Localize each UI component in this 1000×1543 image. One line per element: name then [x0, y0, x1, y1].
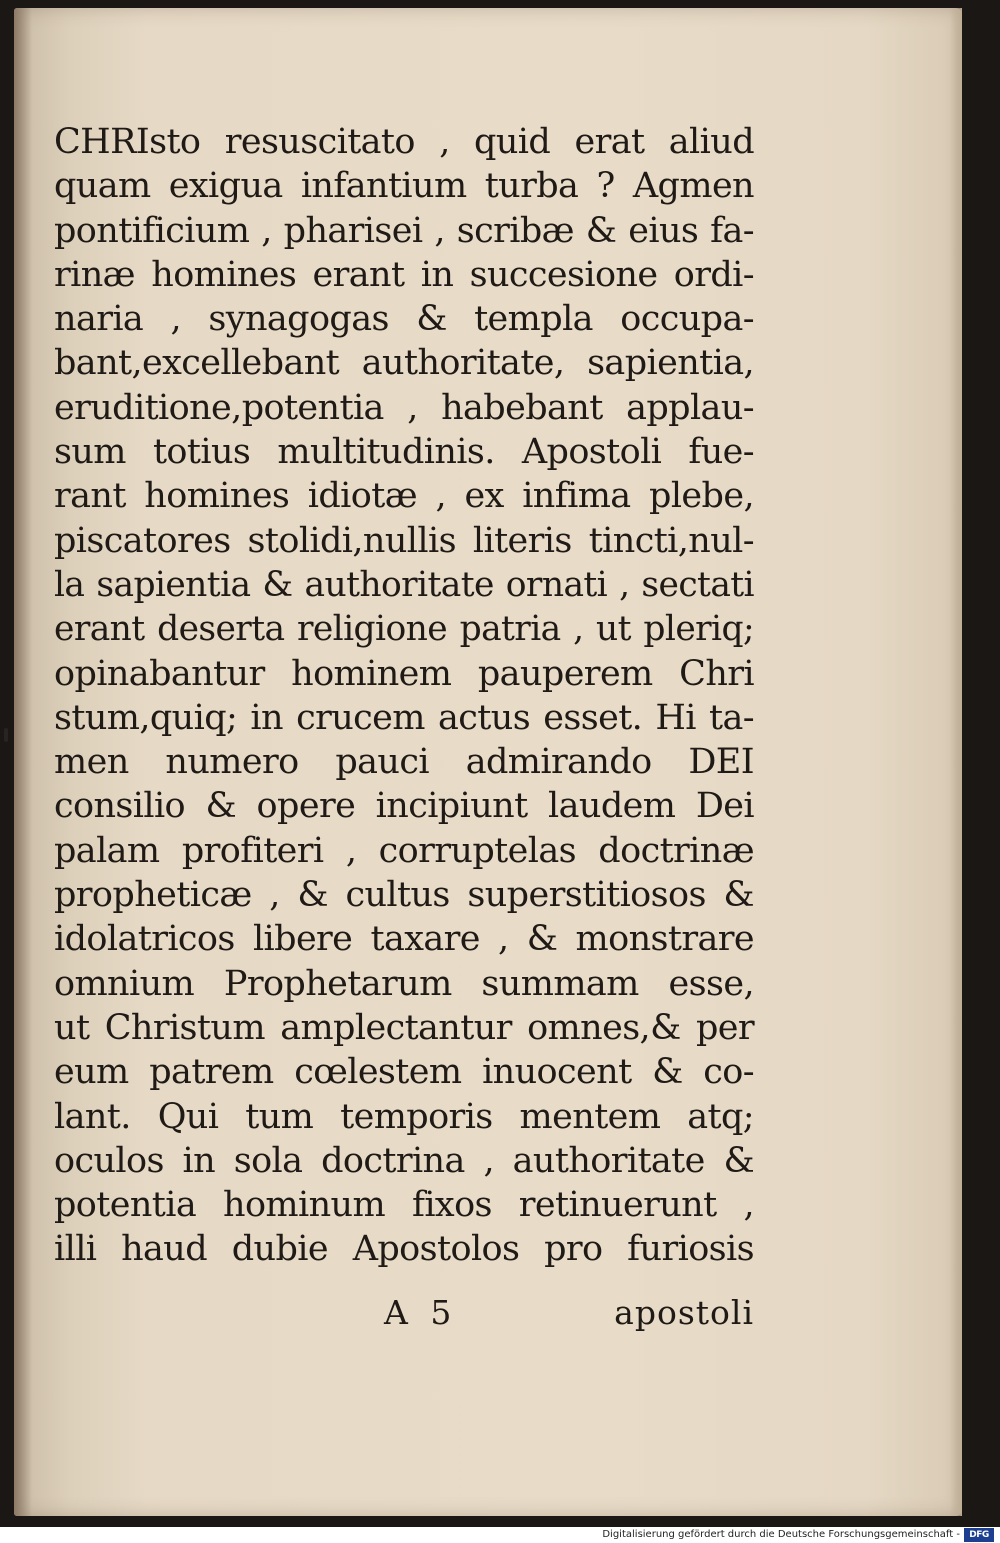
credit-bar: [0, 1527, 1000, 1543]
text-line: CHRIsto resuscitato , quid erat aliud: [54, 122, 754, 162]
text-line: palam profiteri , corruptelas doctrinæ: [54, 830, 754, 871]
text-line: naria , synagogas & templa occupa-: [54, 299, 754, 340]
text-line: omnium Prophetarum summam esse,: [54, 963, 754, 1004]
text-line: sum totius multitudinis. Apostoli fue-: [54, 432, 754, 473]
dfg-logo: DFG: [964, 1528, 994, 1542]
text-line: pontificium , pharisei , scribæ & eius fa-: [54, 210, 754, 251]
text-line: bant,excellebant authoritate, sapientia,: [54, 343, 754, 384]
text-line: eum patrem cœlestem inuocent & co-: [54, 1052, 754, 1093]
text-line: rinæ homines erant in succesione ordi-: [54, 254, 754, 295]
page-footer: [54, 1293, 754, 1343]
text-line: la sapientia & authoritate ornati , sectati: [54, 564, 754, 605]
text-line: ut Christum amplectantur omnes,& per: [54, 1007, 754, 1048]
text-line: opinabantur hominem pauperem Chri: [54, 653, 754, 694]
spine-shadow: [14, 8, 32, 1516]
text-line: eruditione,potentia , habebant applau-: [54, 387, 754, 428]
text-line: stum,quiq; in crucem actus esset. Hi ta-: [54, 697, 754, 738]
text-line: idolatricos libere taxare , & monstrare: [54, 919, 754, 960]
text-line: illi haud dubie Apostolos pro furiosis: [54, 1229, 754, 1270]
text-line: oculos in sola doctrina , authoritate &: [54, 1140, 754, 1181]
body-text: [54, 120, 754, 1272]
text-line: quam exigua infantium turba ? Agmen: [54, 166, 754, 207]
page-edge: [950, 8, 962, 1516]
funding-credit: Digitalisierung gefördert durch die Deutsche Forschungsgemeinschaft -: [602, 1529, 960, 1540]
text-line: erant deserta religione patria , ut pleriq;: [54, 609, 754, 650]
text-line: propheticæ , & cultus superstitiosos &: [54, 875, 754, 916]
catchword: apostoli: [614, 1293, 754, 1332]
text-line: potentia hominum fixos retinuerunt ,: [54, 1185, 754, 1226]
text-line: men numero pauci admirando DEI: [54, 742, 754, 783]
text-line: consilio & opere incipiunt laudem Dei: [54, 786, 754, 827]
book-page: [14, 8, 962, 1516]
text-line: lant. Qui tum temporis mentem atq;: [54, 1096, 754, 1137]
text-line: rant homines idiotæ , ex infima plebe,: [54, 476, 754, 517]
signature-mark: A 5: [384, 1293, 458, 1332]
margin-mark: [4, 728, 8, 742]
text-line: piscatores stolidi,nullis literis tincti,nul-: [54, 520, 754, 561]
